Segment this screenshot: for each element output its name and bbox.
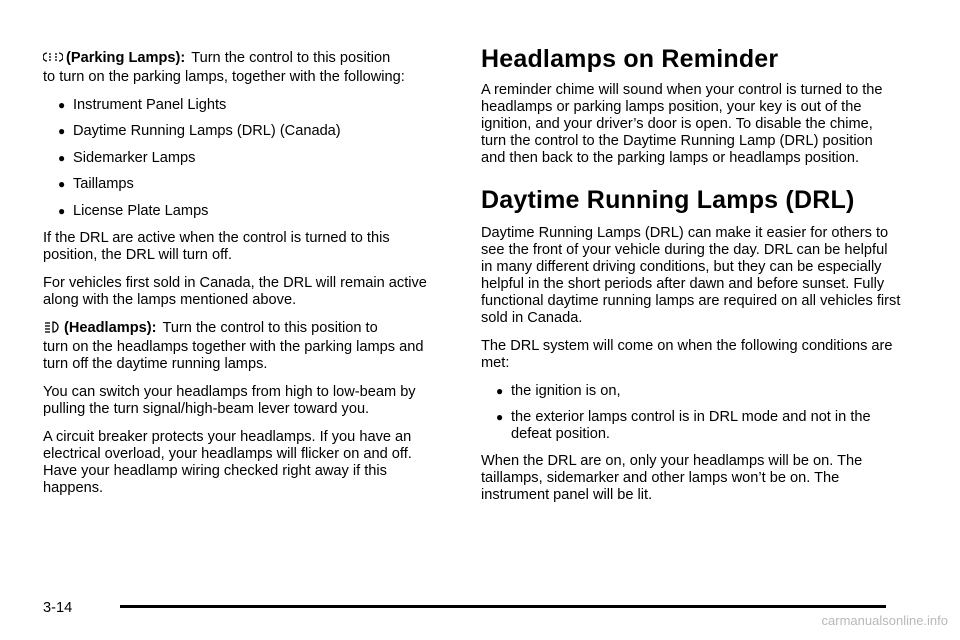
left-column [43,50,443,508]
parking-lamps-label: (Parking Lamps): [66,50,186,66]
headlamps-text-rest: turn on the headlamps together with the parking lamps and turn off the daytime running lamps. [43,338,424,372]
watermark: carmanualsonline.info [821,613,948,628]
headlamps-entry [43,320,443,373]
paragraph-switch: You can switch your headlamps from high to low-beam by pulling the turn signal/high-beam lever toward you. [43,383,416,417]
paragraph-breaker: A circuit breaker protects your headlamps. If you have an electrical overload, your headlamps will flicker on and off. Have your headlamp wiring checked right away if this happens. [43,428,412,496]
right-column [481,45,901,515]
heading-drl: Daytime Running Lamps (DRL) [481,186,855,214]
list-item: ● the exterior lamps control is in DRL mode and not in the defeat position. [496,409,871,443]
paragraph-drl-intro: Daytime Running Lamps (DRL) can make it easier for others to see the front of your vehicle during the day. DRL can be helpful in many different driving conditions, but they can be especially helpful in the short periods after dawn and before sunset. Fully functional daytime running lamps are required on all vehicles first sold in Canada. [481,225,901,326]
conditions-list [481,383,901,443]
parking-lamps-icon [43,50,63,69]
footer-rule [120,605,886,608]
paragraph-canada: For vehicles first sold in Canada, the DRL will remain active along with the lamps mentioned above. [43,274,427,308]
list-item: ● the ignition is on, [496,383,621,399]
paragraph-reminder: A reminder chime will sound when your control is turned to the headlamps or parking lamps position, your key is out of the ignition, and your driver’s door is open. To disable the chime, turn the control to the Daytime Running Lamp (DRL) position and then back to the parking lamps or headlamps position. [481,82,883,166]
headlamps-label: (Headlamps): [64,319,157,336]
parking-lamps-list [43,97,443,220]
parking-lamps-entry [43,50,443,86]
page-number: 3-14 [43,600,73,616]
paragraph-drl-active: If the DRL are active when the control is turned to this position, the DRL will turn off. [43,229,390,263]
list-item: ● Taillamps [58,176,134,193]
parking-lamps-text-first: Turn the control to this position [191,50,391,66]
headlamps-icon [43,320,61,339]
list-item: ● Instrument Panel Lights [58,97,227,113]
heading-reminder: Headlamps on Reminder [481,45,779,73]
list-item: ● Daytime Running Lamps (DRL) (Canada) [58,123,341,140]
headlamps-text-first: Turn the control to this position to [162,319,378,336]
list-item: ● Sidemarker Lamps [58,149,196,166]
list-item: ● License Plate Lamps [58,202,209,219]
parking-lamps-text-rest: to turn on the parking lamps, together with the following: [43,69,405,85]
paragraph-drl-conditions: The DRL system will come on when the following conditions are met: [481,338,893,371]
paragraph-drl-on: When the DRL are on, only your headlamps will be on. The taillamps, sidemarker and other lamps won’t be on. The instrument panel will be lit. [481,453,863,504]
